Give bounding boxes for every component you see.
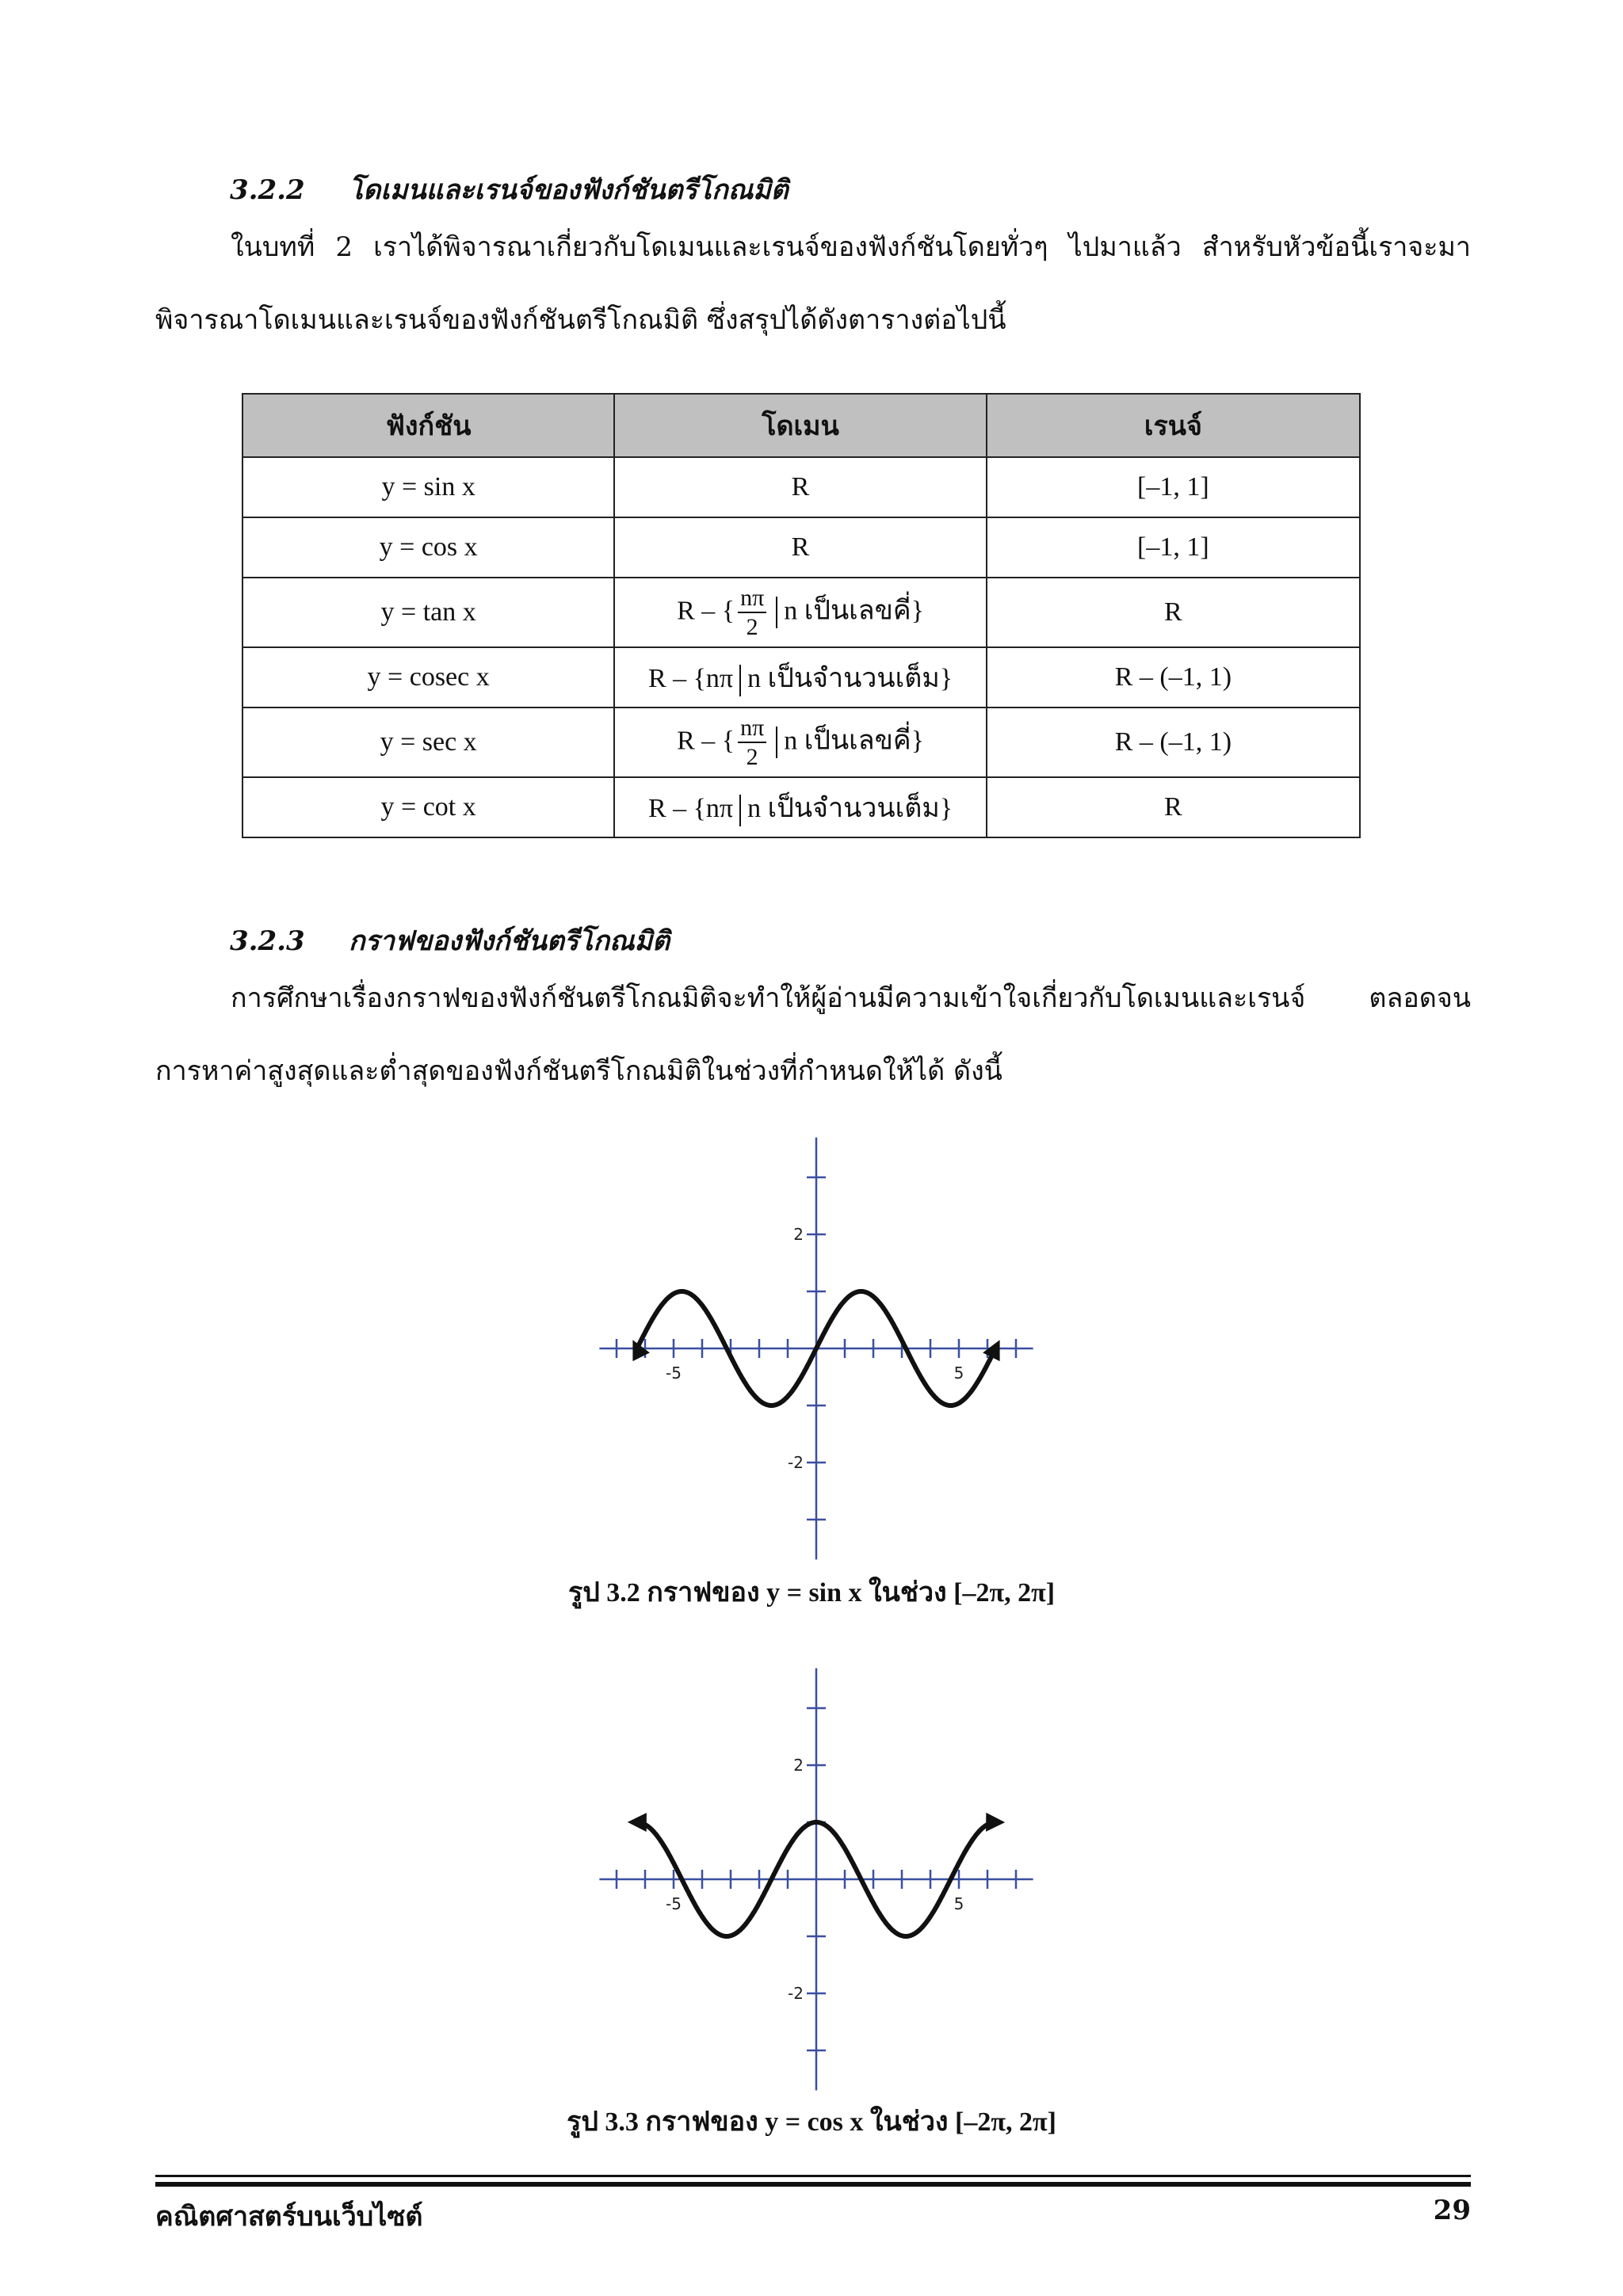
such-that-bar (739, 665, 741, 696)
page-number: 29 (1433, 2195, 1471, 2226)
section-heading-323 (230, 919, 670, 962)
figure-caption: รูป 3.2 กราฟของ y = sin x ในช่วง [–2π, 2π] (567, 1578, 1056, 1608)
paragraph-line: การหาค่าสูงสุดและต่ำสุดของฟังก์ชันตรีโกณมิติในช่วงที่กำหนดให้ได้ ดังนี้ (155, 1055, 1002, 1087)
such-that-bar (739, 795, 741, 826)
cell-range: R – (–1, 1) (987, 707, 1360, 777)
section-number: 3.2.2 (230, 174, 305, 206)
header-range: เรนจ์ (987, 394, 1360, 457)
cell-function: y = cosec x (242, 647, 614, 707)
domain-condition: n เป็นจำนวนเต็ม} (747, 794, 953, 823)
table-row (242, 517, 1360, 578)
table-header-row (242, 394, 1360, 457)
cell-range: [–1, 1] (987, 517, 1360, 578)
fraction-numerator: nπ (738, 586, 766, 613)
fraction-numerator: nπ (738, 716, 766, 743)
cell-domain (614, 578, 986, 647)
cell-domain (614, 647, 986, 707)
section-heading-322 (230, 168, 789, 211)
footer-title: คณิตศาสตร์บนเว็บไซต์ (155, 2201, 423, 2233)
footer-rule (155, 2175, 1471, 2177)
paragraph-322 (155, 211, 1471, 357)
fraction (738, 586, 766, 639)
fraction (738, 716, 766, 769)
domain-prefix: R – {nπ (647, 664, 734, 693)
cell-function: y = tan x (242, 578, 614, 647)
section-title: โดเมนและเรนจ์ของฟังก์ชันตรีโกณมิติ (349, 174, 789, 206)
table-row (242, 707, 1360, 777)
table-row (242, 647, 1360, 707)
paragraph-line: การศึกษาเรื่องกราฟของฟังก์ชันตรีโกณมิติจะทำให้ผู้อ่านมีความเข้าใจเกี่ยวกับโดเมนและเรนจ์ ตลอดจน (231, 982, 1471, 1014)
domain-range-table (242, 393, 1361, 838)
cell-range: R (987, 578, 1360, 647)
domain-condition: n เป็นเลขคี่} (784, 725, 924, 755)
x-tick-label: 5 (953, 1894, 964, 1913)
such-that-bar (776, 597, 777, 628)
paragraph-line: ในบทที่ 2 เราได้พิจารณาเกี่ยวกับโดเมนและเรนจ์ของฟังก์ชันโดยทั่วๆ ไปมาแล้ว สำหรับหัวข้อนี้เราจะมา (231, 231, 1471, 263)
cell-range: [–1, 1] (987, 457, 1360, 517)
paragraph-line: พิจารณาโดเมนและเรนจ์ของฟังก์ชันตรีโกณมิติ ซึ่งสรุปได้ดังตารางต่อไปนี้ (155, 304, 1006, 336)
cell-range: R (987, 777, 1360, 837)
arrowhead (986, 1813, 1005, 1832)
domain-prefix: R – { (677, 595, 735, 625)
header-function: ฟังก์ชัน (242, 394, 614, 457)
table-row (242, 578, 1360, 647)
fraction-denominator: 2 (746, 613, 758, 640)
cosine-graph (396, 1664, 1236, 2092)
footer-rule (155, 2182, 1471, 2187)
cell-domain (614, 707, 986, 777)
domain-condition: n เป็นจำนวนเต็ม} (747, 664, 953, 693)
y-tick-label: -2 (788, 1453, 804, 1472)
x-tick-label: -5 (666, 1894, 682, 1913)
cell-domain (614, 777, 986, 837)
x-tick-label: -5 (666, 1363, 682, 1383)
y-tick-label: 2 (793, 1756, 804, 1775)
cell-function: y = sec x (242, 707, 614, 777)
such-that-bar (776, 727, 777, 758)
x-tick-label: 5 (953, 1363, 964, 1383)
section-number: 3.2.3 (230, 925, 305, 957)
fraction-denominator: 2 (746, 743, 758, 770)
y-tick-label: 2 (793, 1225, 804, 1244)
domain-prefix: R – { (677, 725, 735, 755)
cell-range: R – (–1, 1) (987, 647, 1360, 707)
domain-prefix: R – {nπ (647, 794, 734, 823)
cell-function: y = cot x (242, 777, 614, 837)
cell-function: y = sin x (242, 457, 614, 517)
y-tick-label: -2 (788, 1984, 804, 2003)
cell-domain: R (614, 517, 986, 578)
cell-domain: R (614, 457, 986, 517)
sine-graph (396, 1133, 1236, 1561)
table-row (242, 457, 1360, 517)
table-row (242, 777, 1360, 837)
domain-condition: n เป็นเลขคี่} (784, 595, 924, 625)
section-title: กราฟของฟังก์ชันตรีโกณมิติ (349, 925, 670, 957)
arrowhead (628, 1813, 647, 1832)
figure-caption: รูป 3.3 กราฟของ y = cos x ในช่วง [–2π, 2π] (567, 2107, 1056, 2137)
paragraph-323 (155, 962, 1471, 1108)
cell-function: y = cos x (242, 517, 614, 578)
header-domain: โดเมน (614, 394, 986, 457)
